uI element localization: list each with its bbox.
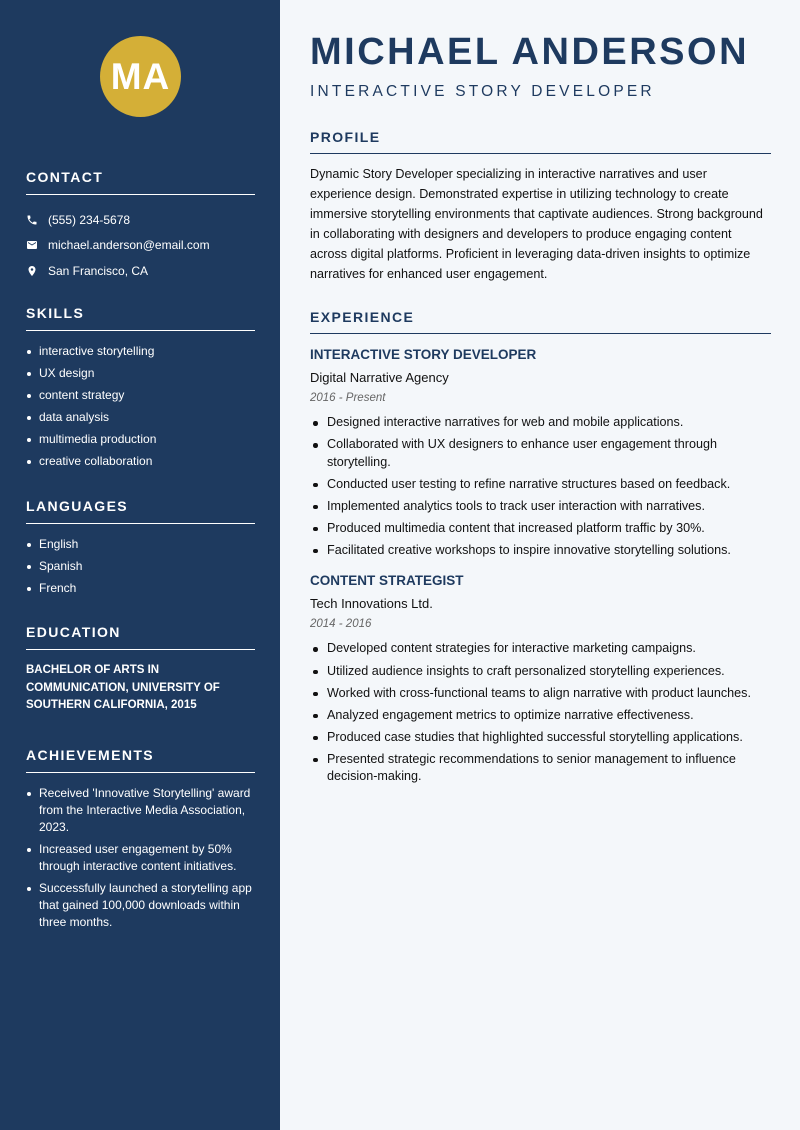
job-entry (310, 347, 771, 559)
list-item: Spanish (26, 558, 255, 575)
experience-section (310, 309, 771, 791)
education-heading: EDUCATION (26, 624, 255, 650)
contact-section (26, 169, 255, 284)
achievements-heading: ACHIEVEMENTS (26, 747, 255, 773)
job-dates: 2016 - Present (310, 392, 386, 404)
job-dates: 2014 - 2016 (310, 618, 372, 631)
list-item: Successfully launched a storytelling app that gained 100,000 downloads within three months. (26, 880, 255, 931)
list-item: Collaborated with UX designers to enhance user engagement through storytelling. (310, 436, 771, 471)
skills-section (26, 305, 255, 475)
job-entry (310, 573, 771, 785)
email-text: michael.anderson@email.com (48, 238, 210, 253)
languages-list (26, 536, 255, 597)
list-item: Increased user engagement by 50% through interactive content initiatives. (26, 841, 255, 875)
list-item: French (26, 580, 255, 597)
contact-location (26, 258, 255, 284)
avatar: MA (100, 36, 181, 117)
list-item: data analysis (26, 409, 255, 426)
experience-heading: EXPERIENCE (310, 309, 771, 334)
languages-section (26, 498, 255, 602)
list-item: Worked with cross-functional teams to align narrative with product launches. (310, 685, 771, 703)
contact-email (26, 233, 255, 259)
profile-text: Dynamic Story Developer specializing in interactive narratives and user experience design. Demonstrated expertise in utilizing technology to create immersive storytelling environments that captivate audiences. Strong background in collaborating with designers and developers to produce engaging content across digital platforms. Proficient in leveraging data-driven insights to optimize narratives for enhanced user engagement. (310, 167, 763, 281)
company-name: Digital Narrative Agency (310, 370, 449, 385)
achievements-list (26, 785, 255, 931)
list-item: content strategy (26, 387, 255, 404)
list-item: Developed content strategies for interactive marketing campaigns. (310, 640, 771, 658)
location-text: San Francisco, CA (48, 263, 149, 278)
job-title: INTERACTIVE STORY DEVELOPER (310, 347, 537, 362)
company-name: Tech Innovations Ltd. (310, 596, 433, 612)
list-item: Utilized audience insights to craft personalized storytelling experiences. (310, 663, 771, 681)
sidebar (0, 0, 280, 1130)
candidate-name: MICHAEL ANDERSON (310, 31, 750, 73)
phone-icon (26, 214, 48, 226)
skills-heading: SKILLS (26, 305, 255, 331)
candidate-title: INTERACTIVE STORY DEVELOPER (310, 83, 655, 100)
list-item: Presented strategic recommendations to senior management to influence decision-making. (310, 751, 771, 786)
profile-section (310, 129, 771, 284)
profile-heading: PROFILE (310, 129, 771, 154)
list-item: Implemented analytics tools to track user interaction with narratives. (310, 498, 771, 516)
achievements-section (26, 747, 255, 936)
list-item: Conducted user testing to refine narrative structures based on feedback. (310, 476, 771, 494)
email-icon (26, 239, 48, 251)
list-item: creative collaboration (26, 453, 255, 470)
job-bullets (310, 640, 771, 785)
education-section (26, 624, 255, 715)
list-item: interactive storytelling (26, 343, 255, 360)
job-bullets (310, 414, 771, 559)
list-item: Produced case studies that highlighted successful storytelling applications. (310, 729, 771, 747)
skills-list (26, 343, 255, 470)
list-item: English (26, 536, 255, 553)
list-item: Facilitated creative workshops to inspire innovative storytelling solutions. (310, 542, 771, 560)
location-pin-icon (26, 265, 48, 277)
phone-text: (555) 234-5678 (48, 212, 131, 227)
list-item: Analyzed engagement metrics to optimize narrative effectiveness. (310, 707, 771, 725)
list-item: multimedia production (26, 431, 255, 448)
job-title: CONTENT STRATEGIST (310, 573, 464, 589)
list-item: UX design (26, 365, 255, 382)
contact-phone (26, 207, 255, 233)
list-item: Produced multimedia content that increased platform traffic by 30%. (310, 520, 771, 538)
education-degree: BACHELOR OF ARTS IN COMMUNICATION, UNIVERSITY OF SOUTHERN CALIFORNIA, 2015 (26, 664, 220, 711)
contact-heading: CONTACT (26, 169, 255, 195)
list-item: Designed interactive narratives for web and mobile applications. (310, 414, 771, 432)
languages-heading: LANGUAGES (26, 498, 255, 524)
list-item: Received 'Innovative Storytelling' award from the Interactive Media Association, 2023. (26, 785, 255, 836)
